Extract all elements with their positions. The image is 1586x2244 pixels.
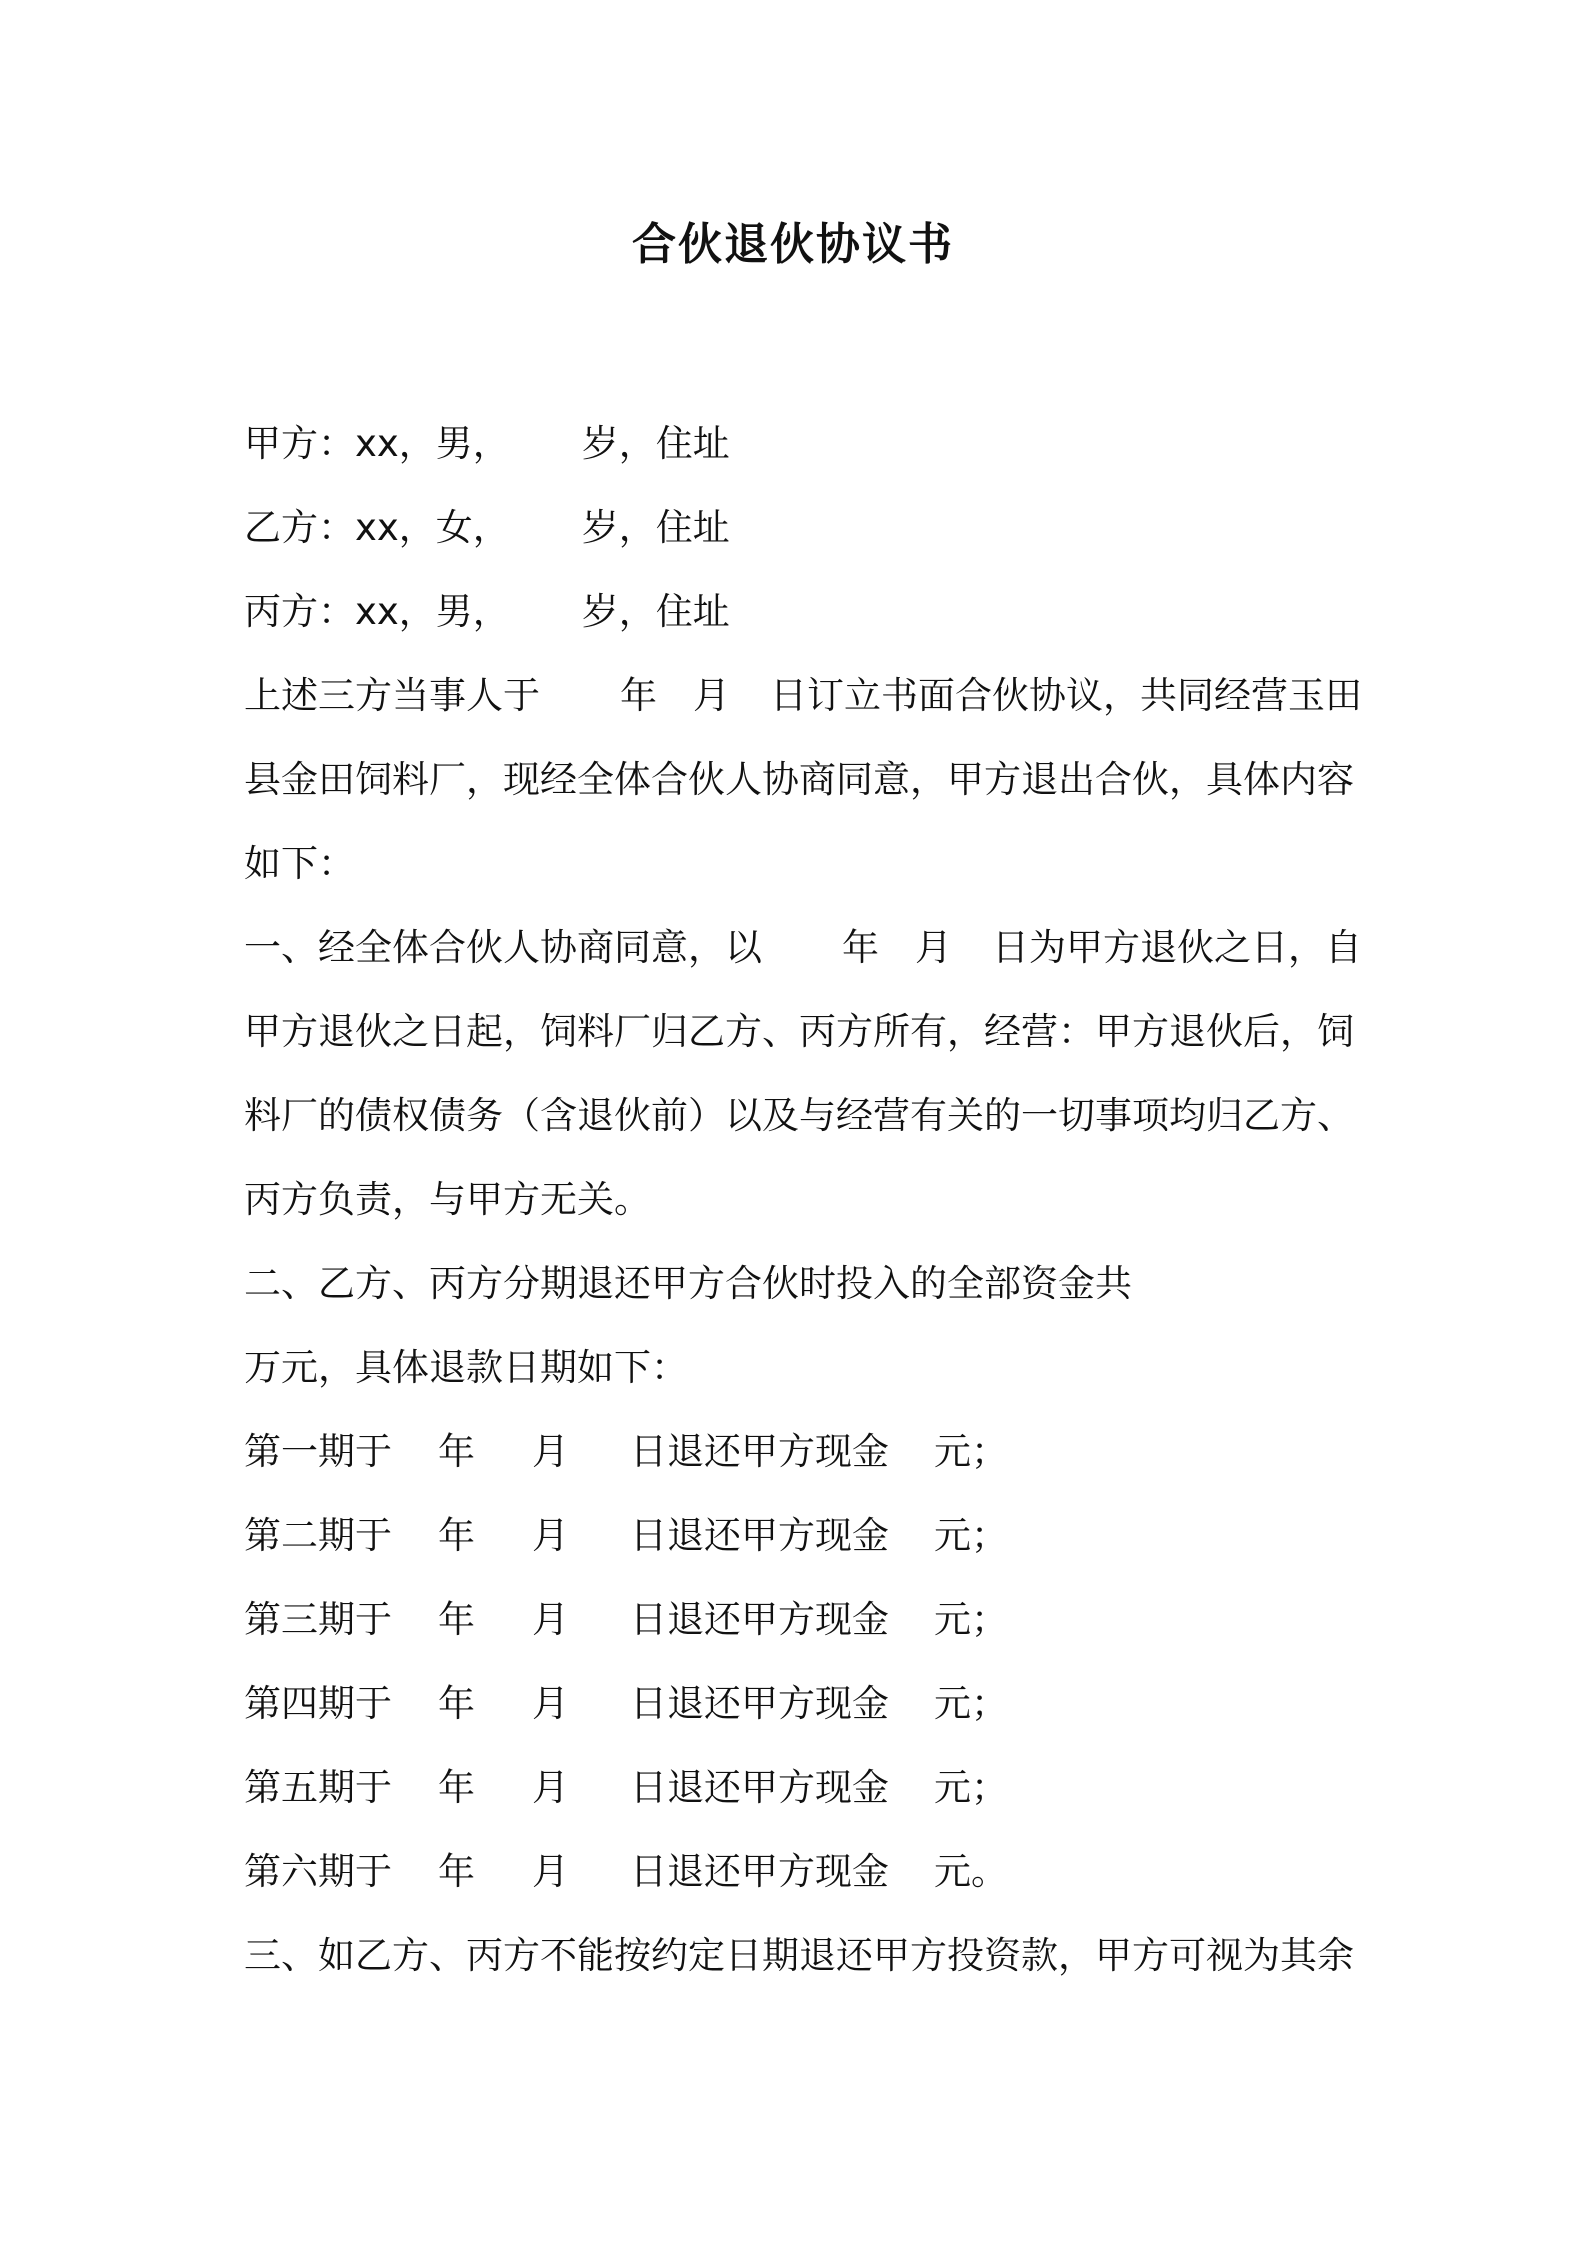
clause2-line-2: 万元，具体退款日期如下： [244,1346,688,1389]
clause1-month: 月 [915,926,952,969]
period-row [244,1830,1354,1914]
period-text: 日退还甲方现金 [630,1682,889,1725]
party-label: 乙方：xx，女， [244,506,510,549]
period-month: 月 [532,1682,569,1725]
period-row [244,1578,1354,1662]
period-row [244,1662,1354,1746]
period-month: 月 [532,1766,569,1809]
period-label: 第二期于 [244,1514,392,1557]
period-label: 第一期于 [244,1430,392,1473]
party-jia [244,402,1354,486]
party-label: 甲方：xx，男， [244,422,510,465]
intro-text: 上述三方当事人于 [244,674,540,717]
clause1-text: 一、经全体合伙人协商同意，以 [244,926,762,969]
party-bing [244,570,1354,654]
period-year: 年 [438,1598,475,1641]
period-year: 年 [438,1430,475,1473]
party-age-suffix: 岁，住址 [581,506,730,549]
period-month: 月 [532,1514,569,1557]
clause1-line-3: 料厂的债权债务（含退伙前）以及与经营有关的一切事项均归乙方、 [244,1094,1354,1137]
intro-year: 年 [620,674,657,717]
period-label: 第四期于 [244,1682,392,1725]
party-age-suffix: 岁，住址 [581,422,730,465]
party-age-suffix: 岁，住址 [581,590,730,633]
period-unit: 元； [934,1682,1008,1725]
period-label: 第六期于 [244,1850,392,1893]
period-text: 日退还甲方现金 [630,1766,889,1809]
period-text: 日退还甲方现金 [630,1598,889,1641]
period-unit: 元； [934,1598,1008,1641]
period-year: 年 [438,1766,475,1809]
period-year: 年 [438,1682,475,1725]
period-row [244,1494,1354,1578]
period-month: 月 [532,1430,569,1473]
clause1-line-4: 丙方负责，与甲方无关。 [244,1178,651,1221]
period-label: 第三期于 [244,1598,392,1641]
clause1-line-1 [244,906,1362,990]
period-row [244,1410,1354,1494]
period-label: 第五期于 [244,1766,392,1809]
clause1-line-2: 甲方退伙之日起，饲料厂归乙方、丙方所有，经营：甲方退伙后，饲 [244,1010,1354,1053]
period-year: 年 [438,1850,475,1893]
period-unit: 元； [934,1766,1008,1809]
period-unit: 元。 [934,1850,1008,1893]
clause1-text-b: 日为甲方退伙之日，自 [992,926,1362,969]
clause1-year: 年 [842,926,879,969]
period-row [244,1746,1354,1830]
intro-month: 月 [693,674,730,717]
document-title: 合伙退伙协议书 [632,219,954,270]
period-unit: 元； [934,1430,1008,1473]
clause3-line-1: 三、如乙方、丙方不能按约定日期退还甲方投资款，甲方可视为其余 [244,1934,1354,1977]
period-month: 月 [532,1850,569,1893]
period-month: 月 [532,1598,569,1641]
intro-line-3: 如下： [244,842,355,885]
intro-text-b: 日订立书面合伙协议，共同经营玉田 [770,674,1362,717]
period-text: 日退还甲方现金 [630,1850,889,1893]
period-year: 年 [438,1514,475,1557]
intro-line-1 [244,654,1362,738]
clause2-line-1: 二、乙方、丙方分期退还甲方合伙时投入的全部资金共 [244,1262,1132,1305]
intro-line-2: 县金田饲料厂，现经全体合伙人协商同意，甲方退出合伙，具体内容 [244,758,1354,801]
period-unit: 元； [934,1514,1008,1557]
period-text: 日退还甲方现金 [630,1514,889,1557]
document-body [244,402,1362,1998]
period-text: 日退还甲方现金 [630,1430,889,1473]
party-yi [244,486,1354,570]
party-label: 丙方：xx，男， [244,590,510,633]
